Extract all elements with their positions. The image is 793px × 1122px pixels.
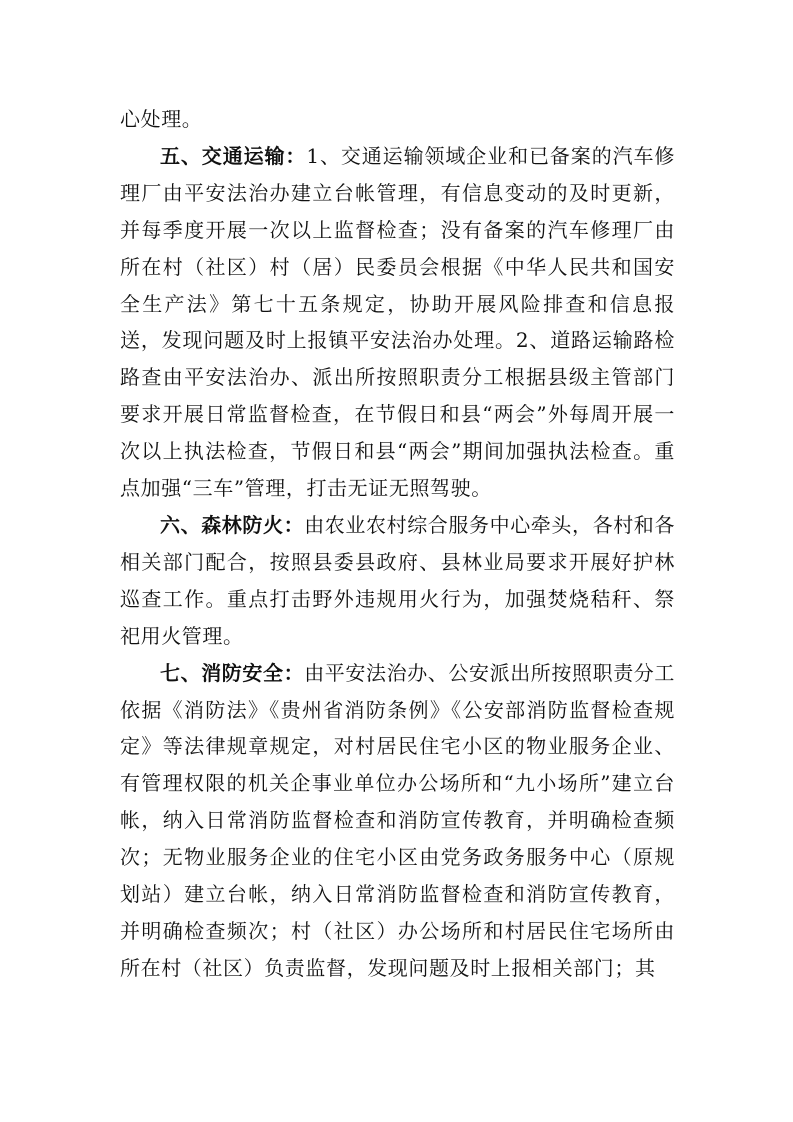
continuation-paragraph: 心处理。 [120, 107, 203, 131]
document-body [120, 101, 675, 987]
section-heading-transport: 五、交通运输： [160, 143, 307, 168]
section-body-fire-safety: 由平安法治办、公安派出所按照职责分工依据《消防法》《贵州省消防条例》《公安部消防监督检查规定》等法律规章规定，对村居民住宅小区的物业服务企业、有管理权限的机关企事业单位办公场所和“九小场所”建立台帐，纳入日常消防监督检查和消防宣传教育，并明确检查频次；无物业服务企业的住宅小区由党务政务服务中心（原规划站）建立台帐，纳入日常消防监督检查和消防宣传教育，并明确检查频次；村（社区）办公场所和村居民住宅场所由所在村（社区）负责监督，发现问题及时上报相关部门；其 [120, 660, 676, 980]
section-heading-fire-safety: 七、消防安全： [160, 660, 305, 685]
section-body-forest-fire: 由农业农村综合服务中心牵头，各村和各相关部门配合，按照县委县政府、县林业局要求开展好护林巡查工作。重点打击野外违规用火行为，加强焚烧秸秆、祭祀用火管理。 [120, 512, 676, 648]
section-body-transport: 1、交通运输领域企业和已备案的汽车修理厂由平安法治办建立台帐管理，有信息变动的及时更新，并每季度开展一次以上监督检查；没有备案的汽车修理厂由所在村（社区）村（居）民委员会根据《中华人民共和国安全生产法》第七十五条规定，协助开展风险排查和信息报送，发现问题及时上报镇平安法治办处理。2、道路运输路检路查由平安法治办、派出所按照职责分工根据县级主管部门要求开展日常监督检查，在节假日和县“两会”外每周开展一次以上执法检查，节假日和县“两会”期间加强执法检查。重点加强“三车”管理，打击无证无照驾驶。 [120, 143, 675, 501]
section-forest-fire [120, 507, 675, 655]
section-heading-forest-fire: 六、森林防火： [160, 512, 305, 537]
section-fire-safety [120, 655, 675, 987]
section-transport [120, 138, 675, 507]
